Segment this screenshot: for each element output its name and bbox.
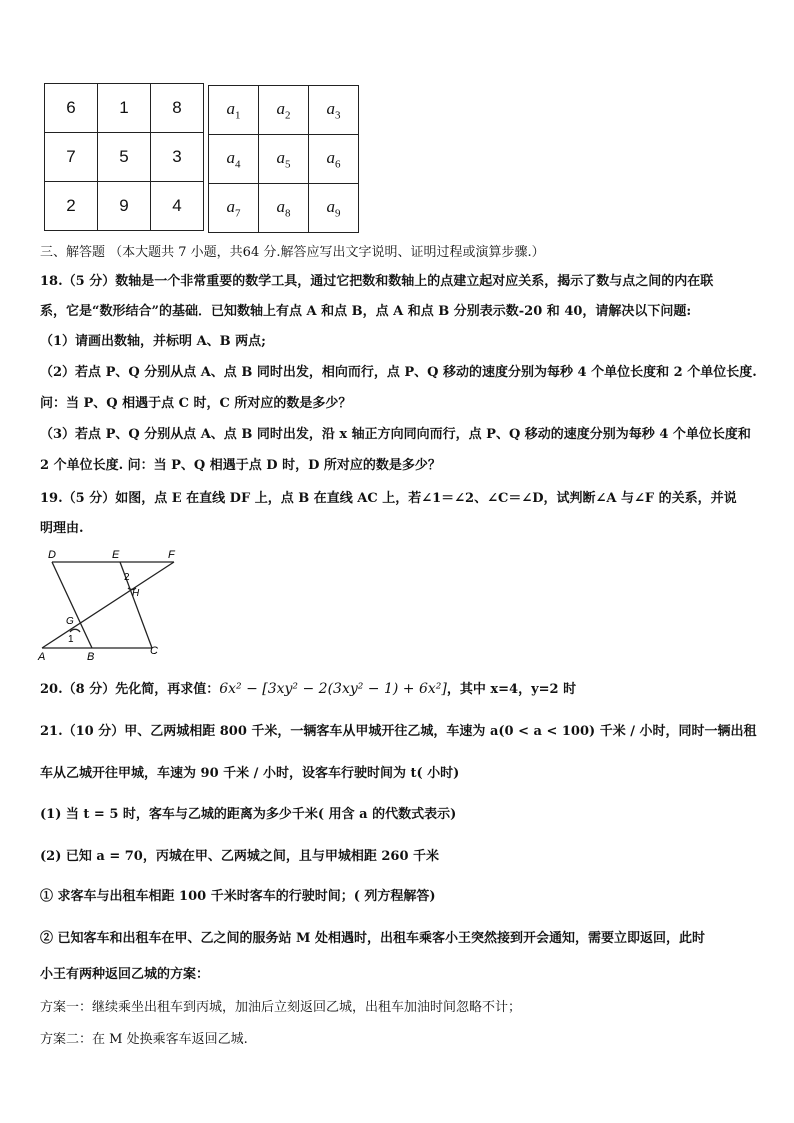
q21-plan1: 方案一：继续乘坐出租车到丙城，加油后立刻返回乙城，出租车加油时间忽略不计； <box>40 1000 522 1015</box>
label-angle-1: 1 <box>68 634 74 645</box>
grid-cell: 8 <box>151 84 204 133</box>
q21-plan2: 方案二：在 M 处换乘客车返回乙城. <box>40 1032 248 1047</box>
grid-cell: 5 <box>98 133 151 182</box>
q19-line1: 19.（5 分）如图，点 E 在直线 DF 上，点 B 在直线 AC 上，若∠1＝∠2、∠C＝∠D，试判断∠A 与∠F 的关系，并说 <box>40 491 737 506</box>
grid-cell: $a_1$ <box>209 86 259 135</box>
label-A: A <box>38 651 46 663</box>
q18-part3a: （3）若点 P、Q 分别从点 A、点 B 同时出发，沿 x 轴正方向同向而行，点 P、Q 移动的速度分别为每秒 4 个单位长度和 <box>40 427 751 442</box>
q19-line2: 明理由. <box>40 521 84 536</box>
variable-grid-right <box>208 85 359 233</box>
q18-line2: 系，它是“数形结合”的基础．已知数轴上有点 A 和点 B，点 A 和点 B 分别表示数-20 和 40，请解决以下问题: <box>40 304 692 319</box>
label-E: E <box>112 549 120 561</box>
q18-part1: （1）请画出数轴，并标明 A、B 两点; <box>40 334 266 349</box>
label-F: F <box>168 549 175 561</box>
grid-cell: $a_9$ <box>309 184 359 233</box>
grid-cell: 1 <box>98 84 151 133</box>
grid-cell: 3 <box>151 133 204 182</box>
grid-cell: 9 <box>98 182 151 231</box>
grid-cell: 2 <box>45 182 98 231</box>
q21-part2: (2) 已知 a = 70，丙城在甲、乙两城之间，且与甲城相距 260 千米 <box>40 849 440 864</box>
geometry-figure <box>36 546 186 666</box>
q18-part2a: （2）若点 P、Q 分别从点 A、点 B 同时出发，相向而行，点 P、Q 移动的速度分别为每秒 4 个单位长度和 2 个单位长度. <box>40 365 757 380</box>
label-G: G <box>66 616 74 627</box>
line-AF <box>42 562 174 648</box>
label-angle-2: 2 <box>124 572 130 583</box>
q21-sub2b: 小王有两种返回乙城的方案： <box>40 967 210 982</box>
angle-1-arc <box>70 629 80 632</box>
grid-cell: 4 <box>151 182 204 231</box>
q18-part2b: 问：当 P、Q 相遇于点 C 时，C 所对应的数是多少？ <box>40 396 352 411</box>
grid-cell: $a_4$ <box>209 135 259 184</box>
label-H: H <box>132 588 140 599</box>
grid-cell: 7 <box>45 133 98 182</box>
grid-cell: 6 <box>45 84 98 133</box>
grid-cell: $a_3$ <box>309 86 359 135</box>
q21-sub2a: ② 已知客车和出租车在甲、乙之间的服务站 M 处相遇时，出租车乘客小王突然接到开会通知，需要立即返回，此时 <box>40 931 705 946</box>
grid-cell: $a_7$ <box>209 184 259 233</box>
grid-cell: $a_2$ <box>259 86 309 135</box>
q20-prefix: 20.（8 分）先化简，再求值： <box>40 682 220 697</box>
number-grid-left <box>44 83 204 231</box>
q20 <box>40 680 576 699</box>
q18-part3b: 2 个单位长度. 问：当 P、Q 相遇于点 D 时，D 所对应的数是多少？ <box>40 458 441 473</box>
q21-part1: (1) 当 t = 5 时，客车与乙城的距离为多少千米( 用含 a 的代数式表示) <box>40 807 457 822</box>
grid-cell: $a_8$ <box>259 184 309 233</box>
q20-expression: 6x² − [3xy² − 2(3xy² − 1) + 6x²] <box>219 681 447 697</box>
q21-sub1: ① 求客车与出租车相距 100 千米时客车的行驶时间；( 列方程解答) <box>40 889 436 904</box>
label-C: C <box>150 645 158 657</box>
section-heading: 三、解答题 （本大题共 7 小题，共64 分.解答应写出文字说明、证明过程或演算步骤.） <box>40 245 545 260</box>
grid-cell: $a_6$ <box>309 135 359 184</box>
q21-line1: 21.（10 分）甲、乙两城相距 800 千米，一辆客车从甲城开往乙城，车速为 a(0 < a < 100) 千米 / 小时，同时一辆出租 <box>40 724 757 739</box>
q20-suffix: ，其中 x=4，y=2 时 <box>446 682 577 697</box>
q21-line2: 车从乙城开往甲城，车速为 90 千米 / 小时，设客车行驶时间为 t( 小时) <box>40 766 460 781</box>
label-B: B <box>87 651 95 663</box>
q18-line1: 18.（5 分）数轴是一个非常重要的数学工具，通过它把数和数轴上的点建立起对应关系，揭示了数与点之间的内在联 <box>40 274 714 289</box>
label-D: D <box>48 549 56 561</box>
grid-cell: $a_5$ <box>259 135 309 184</box>
